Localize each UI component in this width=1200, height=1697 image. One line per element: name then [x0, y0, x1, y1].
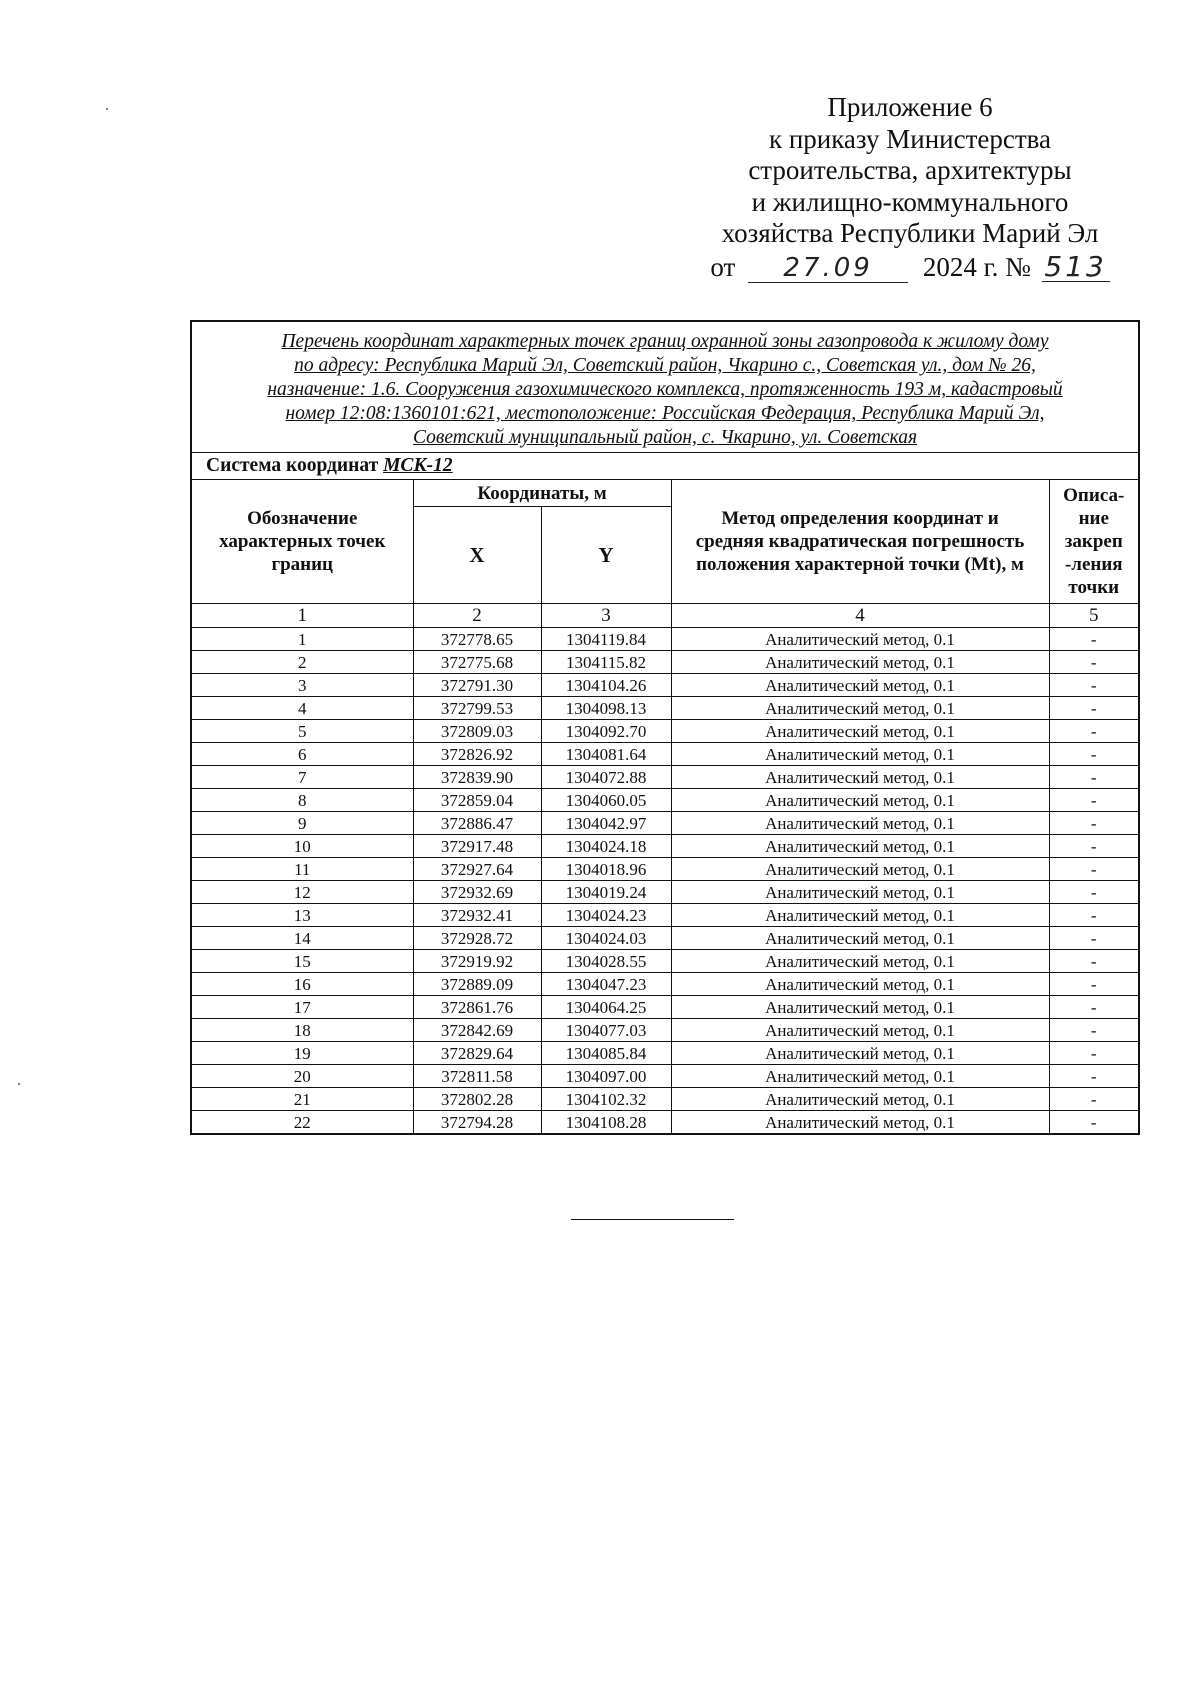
- caption-line: номер 12:08:1360101:621, местоположение: Российская Федерация, Республика Марий Эл,: [285, 403, 1045, 424]
- table-row: [191, 1042, 1139, 1065]
- scan-speck: [106, 108, 108, 110]
- col-header-coordinates: Координаты, м: [413, 480, 671, 507]
- method: Аналитический метод, 0.1: [671, 904, 1049, 927]
- column-number: 2: [413, 604, 541, 628]
- coord-y: 1304077.03: [541, 1019, 671, 1042]
- header-line: строительства, архитектуры: [748, 155, 1072, 185]
- coord-y: 1304102.32: [541, 1088, 671, 1111]
- method: Аналитический метод, 0.1: [671, 674, 1049, 697]
- method: Аналитический метод, 0.1: [671, 927, 1049, 950]
- description: -: [1049, 651, 1139, 674]
- table-row: [191, 881, 1139, 904]
- coord-x: 372861.76: [413, 996, 541, 1019]
- header-line: Приложение 6: [827, 92, 993, 122]
- method: Аналитический метод, 0.1: [671, 743, 1049, 766]
- col-header-description: [1049, 480, 1139, 604]
- table-row: [191, 651, 1139, 674]
- description: -: [1049, 720, 1139, 743]
- col-header-y: Y: [541, 507, 671, 604]
- method: Аналитический метод, 0.1: [671, 1019, 1049, 1042]
- coord-x: 372842.69: [413, 1019, 541, 1042]
- coord-x: 372917.48: [413, 835, 541, 858]
- coord-x: 372839.90: [413, 766, 541, 789]
- coord-x: 372811.58: [413, 1065, 541, 1088]
- description: -: [1049, 996, 1139, 1019]
- description: -: [1049, 674, 1139, 697]
- method: Аналитический метод, 0.1: [671, 628, 1049, 651]
- point-number: 1: [191, 628, 413, 651]
- col-header-method: Метод определения координат и средняя квадратическая погрешность положения характерной точки (Mt), м: [671, 480, 1049, 604]
- coord-y: 1304115.82: [541, 651, 671, 674]
- coord-y: 1304104.26: [541, 674, 671, 697]
- coord-y: 1304047.23: [541, 973, 671, 996]
- coord-x: 372809.03: [413, 720, 541, 743]
- caption-line: назначение: 1.6. Сооружения газохимического комплекса, протяженность 193 м, кадастровый: [267, 379, 1063, 400]
- table-row: [191, 1111, 1139, 1135]
- coord-y: 1304019.24: [541, 881, 671, 904]
- coord-y: 1304060.05: [541, 789, 671, 812]
- point-number: 19: [191, 1042, 413, 1065]
- header-row: [191, 480, 1139, 507]
- coord-x: 372826.92: [413, 743, 541, 766]
- point-number: 7: [191, 766, 413, 789]
- method: Аналитический метод, 0.1: [671, 720, 1049, 743]
- method: Аналитический метод, 0.1: [671, 1111, 1049, 1135]
- coordinates-table: [190, 320, 1140, 1135]
- table-row: [191, 973, 1139, 996]
- caption-line: по адресу: Республика Марий Эл, Советский район, Чкарино с., Советская ул., дом № 26,: [294, 355, 1036, 376]
- description: -: [1049, 743, 1139, 766]
- header-line: и жилищно-коммунального: [751, 186, 1069, 217]
- point-number: 8: [191, 789, 413, 812]
- column-number: 4: [671, 604, 1049, 628]
- coord-y: 1304024.23: [541, 904, 671, 927]
- point-number: 9: [191, 812, 413, 835]
- coord-y: 1304042.97: [541, 812, 671, 835]
- point-number: 4: [191, 697, 413, 720]
- table-row: [191, 697, 1139, 720]
- order-date-line: [690, 249, 1130, 284]
- coord-x: 372932.41: [413, 904, 541, 927]
- point-number: 5: [191, 720, 413, 743]
- description: -: [1049, 881, 1139, 904]
- method: Аналитический метод, 0.1: [671, 858, 1049, 881]
- method: Аналитический метод, 0.1: [671, 766, 1049, 789]
- description: -: [1049, 973, 1139, 996]
- coordinate-system-row: [191, 453, 1139, 480]
- coord-x: 372919.92: [413, 950, 541, 973]
- description: -: [1049, 1111, 1139, 1135]
- caption-line: Перечень координат характерных точек границ охранной зоны газопровода к жилому дому: [281, 331, 1049, 352]
- coord-y: 1304064.25: [541, 996, 671, 1019]
- table-row: [191, 996, 1139, 1019]
- method: Аналитический метод, 0.1: [671, 1088, 1049, 1111]
- description: -: [1049, 1042, 1139, 1065]
- description: -: [1049, 950, 1139, 973]
- coord-x: 372791.30: [413, 674, 541, 697]
- description: -: [1049, 812, 1139, 835]
- col-header-designation: Обозначение характерных точек границ: [191, 480, 413, 604]
- method: Аналитический метод, 0.1: [671, 881, 1049, 904]
- caption-line: Советский муниципальный район, с. Чкарино, ул. Советская: [412, 427, 918, 448]
- method: Аналитический метод, 0.1: [671, 1065, 1049, 1088]
- table-row: [191, 927, 1139, 950]
- coord-y: 1304018.96: [541, 858, 671, 881]
- column-number: 1: [191, 604, 413, 628]
- table-row: [191, 835, 1139, 858]
- coord-x: 372886.47: [413, 812, 541, 835]
- appendix-header: [690, 92, 1130, 283]
- point-number: 14: [191, 927, 413, 950]
- point-number: 17: [191, 996, 413, 1019]
- table-caption: [191, 321, 1139, 453]
- coord-y: 1304024.03: [541, 927, 671, 950]
- point-number: 12: [191, 881, 413, 904]
- table-row: [191, 950, 1139, 973]
- coord-x: 372799.53: [413, 697, 541, 720]
- point-number: 16: [191, 973, 413, 996]
- point-number: 22: [191, 1111, 413, 1135]
- description: -: [1049, 697, 1139, 720]
- table-row: [191, 743, 1139, 766]
- year-and-number-label: 2024 г. №: [922, 251, 1031, 282]
- point-number: 2: [191, 651, 413, 674]
- method: Аналитический метод, 0.1: [671, 789, 1049, 812]
- method: Аналитический метод, 0.1: [671, 973, 1049, 996]
- coord-y: 1304028.55: [541, 950, 671, 973]
- table-row: [191, 1019, 1139, 1042]
- table-row: [191, 1065, 1139, 1088]
- coord-y: 1304024.18: [541, 835, 671, 858]
- from-prefix: от: [710, 251, 736, 282]
- coord-x: 372889.09: [413, 973, 541, 996]
- header-line: к приказу Министерства: [768, 123, 1052, 154]
- description: -: [1049, 835, 1139, 858]
- coord-x: 372829.64: [413, 1042, 541, 1065]
- table-row: [191, 766, 1139, 789]
- description: -: [1049, 789, 1139, 812]
- table-row: [191, 789, 1139, 812]
- coord-x: 372859.04: [413, 789, 541, 812]
- table-row: [191, 720, 1139, 743]
- point-number: 3: [191, 674, 413, 697]
- handwritten-date: 27.09: [748, 254, 908, 283]
- description: -: [1049, 858, 1139, 881]
- method: Аналитический метод, 0.1: [671, 950, 1049, 973]
- point-number: 21: [191, 1088, 413, 1111]
- description: -: [1049, 1019, 1139, 1042]
- closing-rule: [571, 1219, 734, 1220]
- description: -: [1049, 1065, 1139, 1088]
- point-number: 13: [191, 904, 413, 927]
- coord-y: 1304072.88: [541, 766, 671, 789]
- method: Аналитический метод, 0.1: [671, 697, 1049, 720]
- coord-y: 1304098.13: [541, 697, 671, 720]
- point-number: 18: [191, 1019, 413, 1042]
- column-number: 5: [1049, 604, 1139, 628]
- scan-speck: [18, 1083, 20, 1085]
- coord-x: 372927.64: [413, 858, 541, 881]
- header-line: хозяйства Республики Марий Эл: [721, 218, 1099, 248]
- coord-x: 372802.28: [413, 1088, 541, 1111]
- coordinate-system: [191, 453, 1139, 480]
- coord-x: 372775.68: [413, 651, 541, 674]
- table-row: [191, 858, 1139, 881]
- description: -: [1049, 927, 1139, 950]
- handwritten-order-number: 513: [1042, 253, 1110, 282]
- point-number: 20: [191, 1065, 413, 1088]
- point-number: 6: [191, 743, 413, 766]
- point-number: 10: [191, 835, 413, 858]
- coord-x: 372778.65: [413, 628, 541, 651]
- description: -: [1049, 766, 1139, 789]
- method: Аналитический метод, 0.1: [671, 812, 1049, 835]
- coord-y: 1304108.28: [541, 1111, 671, 1135]
- description-header-text: Описа-ние закреп-ления точки: [1063, 485, 1125, 598]
- coord-y: 1304085.84: [541, 1042, 671, 1065]
- description: -: [1049, 628, 1139, 651]
- coord-y: 1304097.00: [541, 1065, 671, 1088]
- method: Аналитический метод, 0.1: [671, 651, 1049, 674]
- table-row: [191, 674, 1139, 697]
- point-number: 15: [191, 950, 413, 973]
- coordinate-system-value: МСК-12: [383, 455, 453, 476]
- coord-y: 1304119.84: [541, 628, 671, 651]
- column-number: 3: [541, 604, 671, 628]
- table-row: [191, 812, 1139, 835]
- table-row: [191, 904, 1139, 927]
- coord-x: 372932.69: [413, 881, 541, 904]
- table-row: [191, 1088, 1139, 1111]
- column-number-row: [191, 604, 1139, 628]
- table-row: [191, 628, 1139, 651]
- coord-x: 372928.72: [413, 927, 541, 950]
- coord-y: 1304092.70: [541, 720, 671, 743]
- description: -: [1049, 1088, 1139, 1111]
- coord-y: 1304081.64: [541, 743, 671, 766]
- col-header-x: X: [413, 507, 541, 604]
- method: Аналитический метод, 0.1: [671, 996, 1049, 1019]
- point-number: 11: [191, 858, 413, 881]
- method: Аналитический метод, 0.1: [671, 835, 1049, 858]
- coordinate-system-label: Система координат: [206, 455, 379, 476]
- method: Аналитический метод, 0.1: [671, 1042, 1049, 1065]
- caption-row: [191, 321, 1139, 453]
- coord-x: 372794.28: [413, 1111, 541, 1135]
- description: -: [1049, 904, 1139, 927]
